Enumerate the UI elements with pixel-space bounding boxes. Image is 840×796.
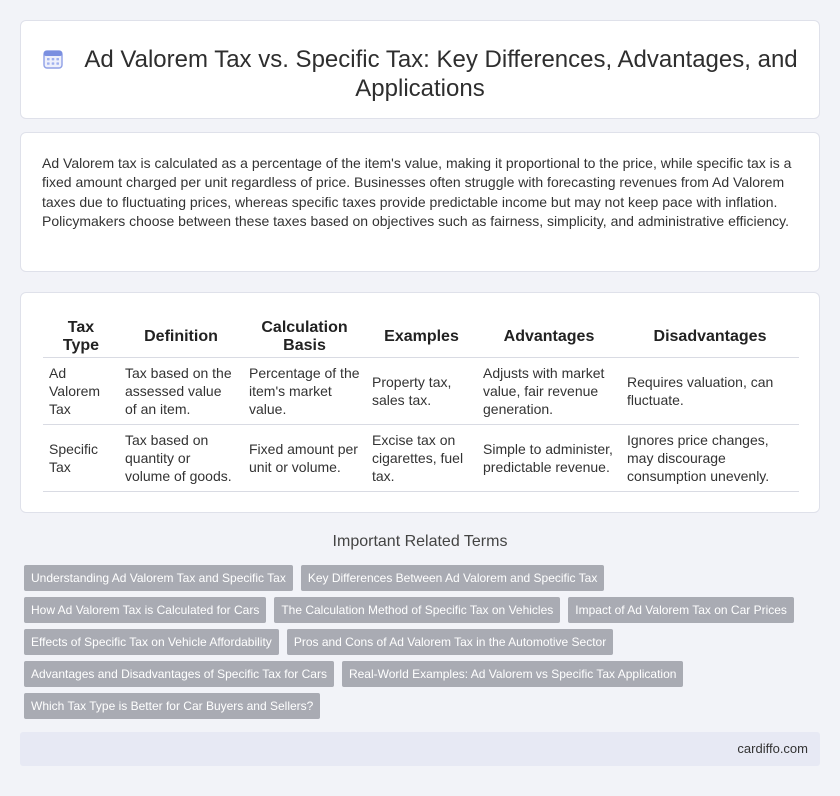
- table-cell: Tax based on quantity or volume of goods.: [119, 424, 243, 491]
- column-header: Disadvantages: [653, 327, 767, 345]
- table-header-row: [43, 317, 799, 357]
- related-term-link[interactable]: Understanding Ad Valorem Tax and Specific Tax: [24, 565, 293, 591]
- related-term-link[interactable]: Effects of Specific Tax on Vehicle Affordability: [24, 629, 279, 655]
- related-term-link[interactable]: How Ad Valorem Tax is Calculated for Cars: [24, 597, 266, 623]
- related-term-link[interactable]: Which Tax Type is Better for Car Buyers and Sellers?: [24, 693, 320, 719]
- table-cell: Excise tax on cigarettes, fuel tax.: [366, 424, 477, 491]
- table-cell: Specific Tax: [43, 424, 119, 491]
- table-cell: Adjusts with market value, fair revenue generation.: [477, 357, 621, 424]
- related-terms-list: [24, 565, 804, 725]
- intro-card: [20, 132, 820, 272]
- footer: [20, 732, 820, 766]
- related-term-link[interactable]: Impact of Ad Valorem Tax on Car Prices: [568, 597, 794, 623]
- related-term-link[interactable]: Real-World Examples: Ad Valorem vs Specific Tax Application: [342, 661, 683, 687]
- page-title-text: Ad Valorem Tax vs. Specific Tax: Key Differences, Advantages, and Applications: [84, 46, 798, 102]
- table-cell: Fixed amount per unit or volume.: [243, 424, 366, 491]
- intro-paragraph: Ad Valorem tax is calculated as a percentage of the item's value, making it proportional to the price, while specific tax is a fixed amount charged per unit regardless of price. Businesses often struggle with forecasting revenues from Ad Valorem taxes due to fluctuating prices, whereas specific taxes provide predictable income but may not keep pace with inflation. Policymakers choose between these taxes based on objectives such as fairness, simplicity, and administrative efficiency.: [42, 155, 792, 230]
- table-cell: Percentage of the item's market value.: [243, 357, 366, 424]
- related-term-link[interactable]: Pros and Cons of Ad Valorem Tax in the Automotive Sector: [287, 629, 613, 655]
- related-terms-title: Important Related Terms: [332, 533, 508, 550]
- table-cell: Ignores price changes, may discourage consumption unevenly.: [621, 424, 799, 491]
- related-term-link[interactable]: Advantages and Disadvantages of Specific Tax for Cars: [24, 661, 334, 687]
- footer-site-link[interactable]: cardiffo.com: [737, 741, 808, 756]
- related-term-link[interactable]: Key Differences Between Ad Valorem and Specific Tax: [301, 565, 605, 591]
- table-row: [43, 424, 799, 491]
- table-cell: Simple to administer, predictable revenue.: [477, 424, 621, 491]
- column-header: Advantages: [503, 327, 595, 345]
- table-cell: Requires valuation, can fluctuate.: [621, 357, 799, 424]
- column-header: Tax Type: [62, 318, 100, 354]
- comparison-table-card: [20, 292, 820, 513]
- column-header: Examples: [384, 327, 459, 345]
- column-header: Definition: [144, 327, 218, 345]
- header-card: [20, 20, 820, 119]
- page-title: [21, 45, 819, 103]
- table-cell: Ad Valorem Tax: [43, 357, 119, 424]
- comparison-table: [43, 317, 799, 492]
- table-row: [43, 357, 799, 424]
- calendar-icon: [42, 48, 64, 70]
- related-term-link[interactable]: The Calculation Method of Specific Tax on Vehicles: [274, 597, 560, 623]
- table-cell: Property tax, sales tax.: [366, 357, 477, 424]
- table-cell: Tax based on the assessed value of an item.: [119, 357, 243, 424]
- column-header: Calculation Basis: [261, 318, 348, 354]
